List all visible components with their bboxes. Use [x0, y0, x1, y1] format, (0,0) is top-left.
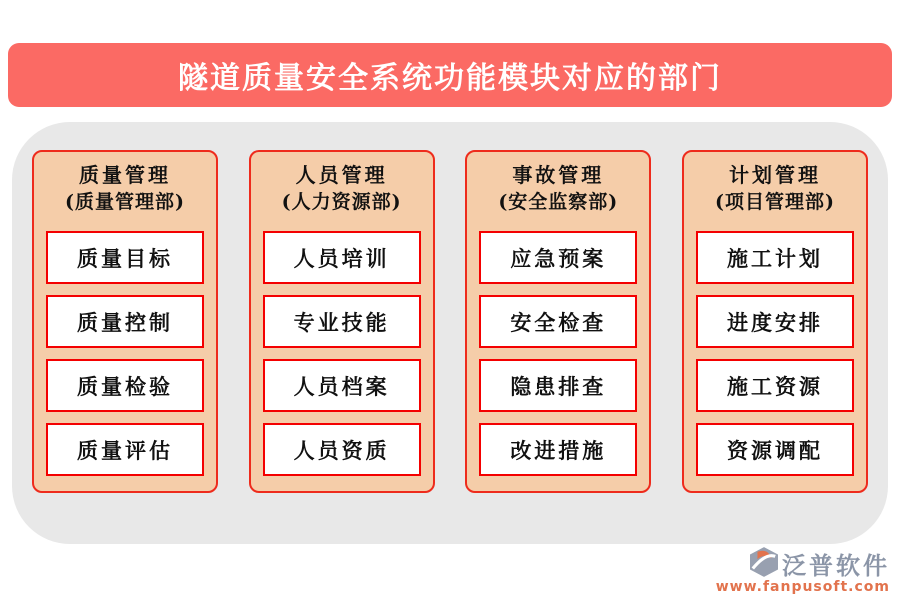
brand-name: 泛普软件 [782, 552, 890, 580]
column-title: 人员管理 [295, 163, 388, 187]
module-box: 质量检验 [46, 359, 204, 412]
column-title: 计划管理 [728, 163, 821, 187]
column-plan-management [682, 150, 868, 493]
brand-row [750, 546, 890, 581]
column-department: (人力资源部) [281, 191, 402, 213]
module-box: 专业技能 [263, 295, 421, 348]
column-department: (质量管理部) [65, 191, 185, 213]
module-box: 应急预案 [479, 231, 637, 284]
module-box: 隐患排查 [479, 359, 637, 412]
module-box: 质量控制 [46, 295, 204, 348]
column-department: (项目管理部) [714, 191, 835, 213]
page-title: 隧道质量安全系统功能模块对应的部门 [178, 61, 722, 96]
page-title-banner [8, 43, 892, 107]
module-box: 安全检查 [479, 295, 637, 348]
column-title: 事故管理 [512, 163, 605, 187]
column-personnel-management [249, 150, 435, 493]
module-box: 人员培训 [263, 231, 421, 284]
module-box: 质量评估 [46, 423, 204, 476]
column-accident-management [465, 150, 651, 493]
module-box: 质量目标 [46, 231, 204, 284]
module-box: 进度安排 [696, 295, 854, 348]
diagram-background [12, 122, 888, 544]
module-box: 改进措施 [479, 423, 637, 476]
column-department: (安全监察部) [498, 191, 619, 213]
brand-url: www.fanpusoft.com [715, 579, 890, 595]
module-box: 资源调配 [696, 423, 854, 476]
module-box: 人员档案 [263, 359, 421, 412]
brand-logo [716, 546, 890, 595]
module-box: 施工计划 [696, 231, 854, 284]
module-box: 施工资源 [696, 359, 854, 412]
fanpu-logo-icon [750, 547, 778, 581]
module-box: 人员资质 [263, 423, 421, 476]
column-title: 质量管理 [79, 163, 171, 187]
column-quality-management [32, 150, 218, 493]
